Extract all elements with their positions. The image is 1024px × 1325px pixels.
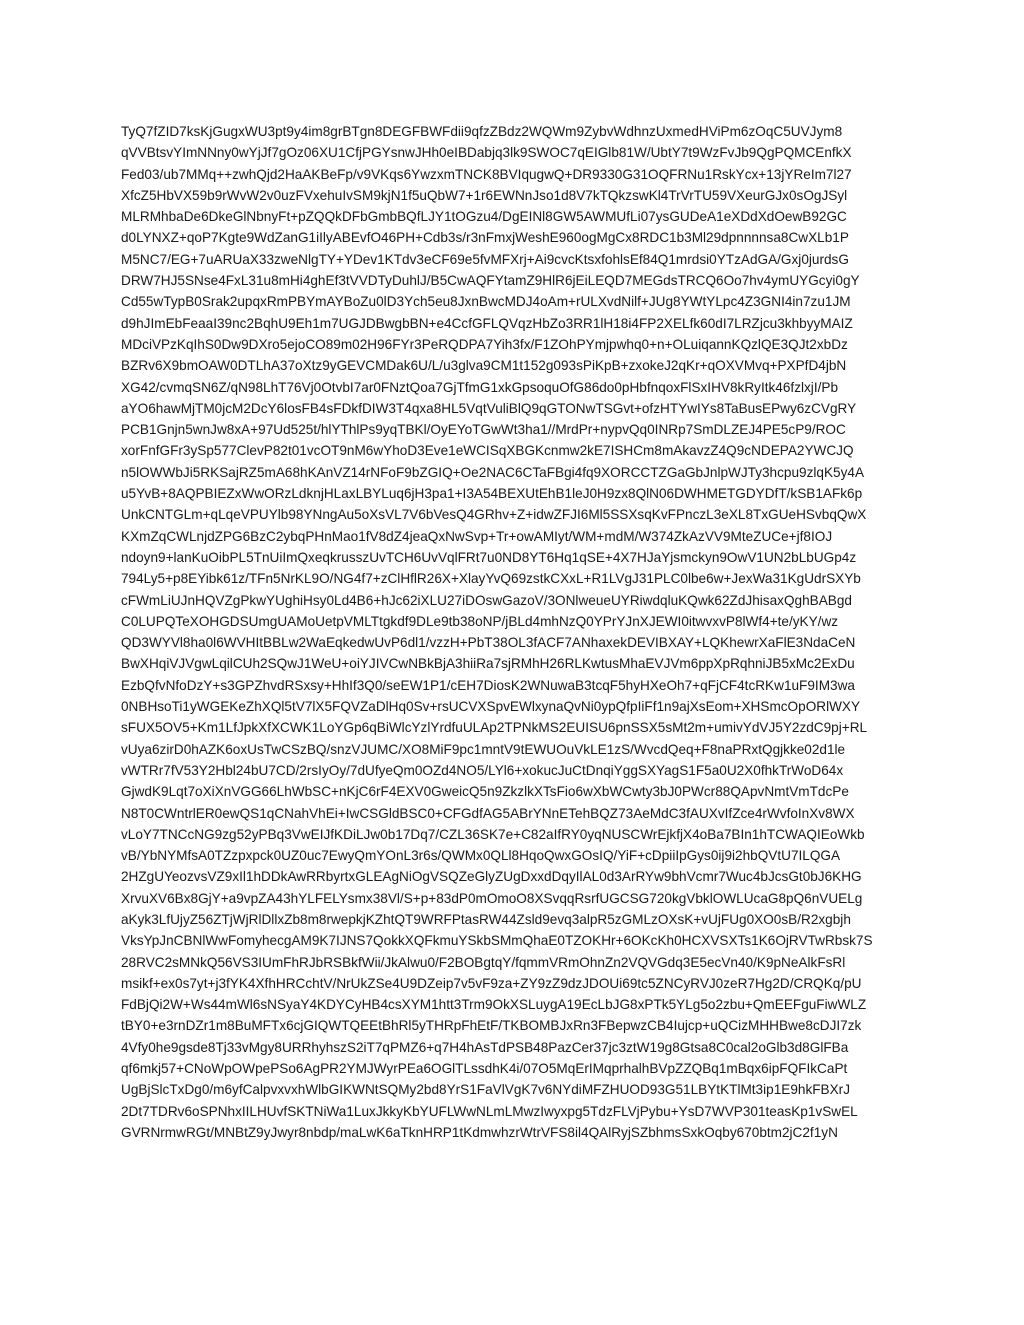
text-line: n5lOWWbJi5RKSajRZ5mA68hKAnVZ14rNFoF9bZGIQ+Oe2NAC6CTaFBgi4fq9XORCCTZGaGbJnlpWJTy3hcpu9zlqK5y4A xyxy=(121,464,865,480)
text-line: 2HZgUYeozvsVZ9xIl1hDDkAwRRbyrtxGLEAgNiOgVSQZeGlyZUgDxxdDqyIlAL0d3ArRYw9bhVcmr7Wuc4bJcsGt0bJ6KHG xyxy=(121,869,862,885)
text-line: aKyk3LfUjyZ56ZTjWjRlDllxZb8m8rwepkjKZhtQT9WRFPtasRW44Zsld9evq3alpR5zGMLzOXsK+vUjFUg0XO0sB/R2xgbjh xyxy=(121,911,851,927)
text-line: VksYpJnCBNlWwFomyhecgAM9K7IJNS7QokkXQFkmuYSkbSMmQhaE0TZOKHr+6OKcKh0HCXVSXTs1K6OjRVTwRbsk7S xyxy=(121,933,873,949)
text-line: 794Ly5+p8EYibk61z/TFn5NrKL9O/NG4f7+zClHflR26X+XlayYvQ69zstkCXxL+R1LVgJ31PLC0lbe6w+JexWa31KgUdrSXYb xyxy=(121,571,861,587)
text-line: N8T0CWntrlER0ewQS1qCNahVhEi+IwCSGldBSC0+CFGdfAG5ABrYNnETehBQZ73AeMdC3fAUXvIfZce4rWvfoInXv8WX xyxy=(121,805,855,821)
encoded-text-block xyxy=(121,121,911,1143)
text-line: vB/YbNYMfsA0TZzpxpck0UZ0uc7EwyQmYOnL3r6s/QWMx0QLl8HqoQwxGOsIQ/YiF+cDpiiIpGys0ij9i2hbQVtU7ILQGA xyxy=(121,848,841,864)
text-line: 0NBHsoTi1yWGEKeZhXQl5tV7lX5FQVZaDlHq0Sv+rsUCVXSpvEWlxynaQvNi0ypQfpIiFf1n9ajXsEom+XHSmcOpORlWXY xyxy=(121,699,861,715)
text-line: GVRNrmwRGt/MNBtZ9yJwyr8nbdp/maLwK6aTknHRP1tKdmwhzrWtrVFS8il4QAlRyjSZbhmsSxkOqby670btm2jC2f1yN xyxy=(121,1124,838,1140)
text-line: TyQ7fZID7ksKjGugxWU3pt9y4im8grBTgn8DEGFBWFdii9qfzZBdz2WQWm9ZybvWdhnzUxmedHViPm6zOqC5UVJym8 xyxy=(121,124,843,139)
text-line: qVVBtsvYImNNny0wYjJf7gOz06XU1CfjPGYsnwJHh0eIBDabjq3lk9SWOC7qEIGlb81W/UbtY7t9WzFvJb9QgPQMCEnfkX xyxy=(121,145,852,161)
text-line: 2Dt7TDRv6oSPNhxIILHUvfSKTNiWa1LuxJkkyKbYUFLWwNLmLMwzIwyxpg5TdzFLVjPybu+YsD7WVP301teasKp1vSwEL xyxy=(121,1103,858,1119)
text-line: XfcZ5HbVX59b9rWvW2v0uzFVxehuIvSM9kjN1f5uQbW7+1r6EWNnJso1d8V7kTQkzswKl4TrVrTU59VXeurGJx0sOgJSyl xyxy=(121,187,848,203)
text-line: sFUX5OV5+Km1LfJpkXfXCWK1LoYGp6qBiWlcYzlYrdfuULAp2TPNkMS2EUISU6pnSSX5sMt2m+umivYdVJ5Y2zdC9pj+RL xyxy=(121,720,868,736)
text-line: aYO6hawMjTM0jcM2DcY6losFB4sFDkfDIW3T4qxa8HL5VqtVuliBlQ9qGTONwTSGvt+ofzHTYwIYs8TaBusEPwy6zCVgRY xyxy=(121,400,857,416)
text-line: PCB1Gnjn5wnJw8xA+97Ud525t/hlYThlPs9yqTBKl/OyEYoTGwWt3ha1//MrdPr+nypvQq0INRp7SmDLZEJ4PE5cP9/ROC xyxy=(121,422,846,438)
text-line: vLoY7TNCcNG9zg52yPBq3VwEIJfKDiLJw0b17Dq7/CZL36SK7e+C82aIfRY0yqNUSCWrEjkfjX4oBa7BIn1hTCWAQIEoWkb xyxy=(121,826,865,842)
text-line: vWTRr7fV53Y2Hbl24bU7CD/2rsIyOy/7dUfyeQm0OZd4NO5/LYl6+xokucJuCtDnqiYggSXYagS1F5a0U2X0fhkTrWoD64x xyxy=(121,762,844,778)
text-line: XrvuXV6Bx8GjY+a9vpZA43hYLFELYsmx38Vl/S+p+83dP0mOmoO8XSvqqRsrfUGCSG720kgVbklOWLUcaG8pQ6nVUELg xyxy=(121,890,863,906)
text-line: msikf+ex0s7yt+j3fYK4XfhHRCchtV/NrUkZSe4U9DZeip7v5vF9za+ZY9zZ9dzJDOUi69tc5ZNCyRVJ0zeR7Hg2D/CRQKq/pU xyxy=(121,975,862,991)
text-line: qf6mkj57+CNoWpOWpePSo6AgPR2YMJWyrPEa6OGlTLssdhK4i/07O5MqErIMqprhalhBVpZZQBq1mBqx6ipFQFIkCaPt xyxy=(121,1061,848,1077)
text-line: 28RVC2sMNkQ56VS3IUmFhRJbRSBkfWii/JkAlwu0/F2BOBgtqY/fqmmVRmOhnZn2VQVGdq3E5ecVn40/K9pNeAlkFsRl xyxy=(121,954,846,970)
text-line: UgBjSlcTxDg0/m6yfCalpvxvxhWlbGIKWNtSQMy2bd8YrS1FaVlVgK7v6NYdiMFZHUOD93G51LBYtKTlMt3ip1E9hkFBXrJ xyxy=(121,1082,851,1098)
text-line: M5NC7/EG+7uARUaX33zweNlgTY+YDev1KTdv3eCF69e5fvMFXrj+Ai9cvcKtsxfohlsEf84Q1mrdsi0YTzAdGA/Gxj0jurdsG xyxy=(121,251,849,267)
text-line: GjwdK9Lqt7oXiXnVGG66LhWbSC+nKjC6rF4EXV0GweicQ5n9ZkzlkXTsFio6wXbWCwty3bJ0PWcr88QApvNmtVmTdcPe xyxy=(121,784,849,800)
text-line: KXmZqCWLnjdZPG6BzC2ybqPHnMao1fV8dZ4jeaQxNwSvp+Tr+owAMIyt/WM+mdM/W374ZkAzVV9MteZUCe+jf8IOJ xyxy=(121,528,833,544)
text-line: tBY0+e3rnDZr1m8BuMFTx6cjGIQWTQEEtBhRl5yTHRpFhEtF/TKBOMBJxRn3FBepwzCB4Iujcp+uQCizMHHBwe8cDJI7zk xyxy=(121,1018,862,1034)
text-line: d9hJImEbFeaaI39nc2BqhU9Eh1m7UGJDBwgbBN+e4CcfGFLQVqzHbZo3RR1lH18i4FP2XELfk60dI7LRZjcu3khbyyMAIZ xyxy=(121,315,853,331)
text-line: d0LYNXZ+qoP7Kgte9WdZanG1iIlyABEvfO46PH+Cdb3s/r3nFmxjWeshE960ogMgCx8RDC1b3Ml29dpnnnnsa8CwXLb1P xyxy=(121,230,849,246)
text-line: UnkCNTGLm+qLqeVPUYlb98YNngAu5oXsVL7V6bVesQ4GRhv+Z+idwZFJI6Ml5SSXsqKvFPnczL3eXL8TxGUeHSvbqQwX xyxy=(121,507,867,523)
text-line: xorFnfGFr3ySp577ClevP82t01vcOT9nM6wYhoD3Eve1eWCISqXBGKcnmw2kE7ISHCm8mAkavzZ4Q9cNDEPA2YWCJQ xyxy=(121,443,854,459)
text-line: MDciVPzKqIhS0Dw9DXro5ejoCO89m02H96FYr3PeRQDPA7Yih3fx/F1ZOhPYmjpwhq0+n+OLuiqannKQzlQE3QJt2xbDz xyxy=(121,336,848,352)
text-line: DRW7HJ5SNse4FxL31u8mHi4ghEf3tVVDTyDuhlJ/B5CwAQFYtamZ9HlR6jEiLEQD7MEGdsTRCQ6Oo7hv4ymUYGcyi0gY xyxy=(121,273,860,289)
text-line: XG42/cvmqSN6Z/qN98LhT76Vj0OtvbI7ar0FNztQoa7GjTfmG1xkGpsoquOfG86do0pHbfnqoxFlSxIHV8kRyItk46fzlxjI/Pb xyxy=(121,379,839,395)
text-line: cFWmLiUJnHQVZgPkwYUghiHsy0Ld4B6+hJc62iXLU27iDOswGazoV/3ONlweueUYRiwdqluKQwk62ZdJhisaxQghBABgd xyxy=(121,592,852,608)
text-line: MLRMhbaDe6DkeGlNbnyFt+pZQQkDFbGmbBQfLJY1tOGzu4/DgEINl8GW5AWMUfLi07ysGUDeA1eXDdXdOewB92GC xyxy=(121,209,847,225)
text-line: ndoyn9+lanKuOibPL5TnUiImQxeqkrusszUvTCH6UvVqlFRt7u0ND8YT6Hq1qSE+4X7HJaYjsmckyn9OwV1UN2bLbUGp4z xyxy=(121,549,857,565)
text-line: C0LUPQTeXOHGDSUmgUAMoUetpVMLTtgkdf9DLe9tb38oNP/jBLd4mhNzQ0YPrYJnXJEWI0itwvxvP8lWf4+te/yKY/wz xyxy=(121,613,839,629)
text-line: BZRv6X9bmOAW0DTLhA37oXtz9yGEVCMDak6U/L/u3glva9CM1t152g093sPiKpB+zxokeJ2qKr+qOXVMvq+PXPfD4jbN xyxy=(121,358,847,374)
text-line: Fed03/ub7MMq++zwhQjd2HaAKBeFp/v9VKqs6YwzxmTNCK8BVIqugwQ+DR9330G31OQFRNu1RskYcx+13jYReIm7l27 xyxy=(121,166,852,182)
text-line: Cd55wTypB0Srak2upqxRmPBYmAYBoZu0lD3Ych5eu8JxnBwcMDJ4oAm+rULXvdNilf+JUg8YWtYLpc4Z3GNI4in7zu1JM xyxy=(121,294,851,310)
text-line: FdBjQi2W+Ws44mWl6sNSyaY4KDYCyHB4csXYM1htt3Trm9OkXSLuygA19EcLbJG8xPTk5YLg5o2zbu+QmEEFguFiwWLZ xyxy=(121,997,867,1013)
text-line: vUya6zirD0hAZK6oxUsTwCSzBQ/snzVJUMC/XO8MiF9pc1mntV9tEWUOuVkLE1zS/WvcdQeq+F8naPRxtQgjkke02d1le xyxy=(121,741,846,757)
text-line: EzbQfvNfoDzY+s3GPZhvdRSxsy+HhIf3Q0/seEW1P1/cEH7DiosK2WNuwaB3tcqF5hyHXeOh7+qFjCF4tcRKw1uF9IM3wa xyxy=(121,677,855,693)
text-line: u5YvB+8AQPBIEZxWwORzLdknjHLaxLBYLuq6jH3pa1+I3A54BEXUtEhB1leJ0H9zx8QlN06DWHMETGDYDfT/kSB1AFk6p xyxy=(121,486,863,502)
text-line: QD3WYVl8ha0l6WVHItBBLw2WaEqkedwUvP6dl1/vzzH+PbT38OL3fACF7ANhaxekDEVIBXAY+LQKhewrXaFlE3NdaCeN xyxy=(121,635,856,651)
text-line: 4Vfy0he9gsde8Tj33vMgy8URRhyhszS2iT7qPMZ6+q7H4hAsTdPSB48PazCer37jc3ztW19g8Gtsa8C0cal2oGlb3d8GlFBa xyxy=(121,1039,849,1055)
text-line: BwXHqiVJVgwLqilCUh2SQwJ1WeU+oiYJIVCwNBkBjA3hiiRa7sjRMhH26RLKwtusMhaEVJVm6ppXpRqhniJB5xMc2ExDu xyxy=(121,656,855,672)
